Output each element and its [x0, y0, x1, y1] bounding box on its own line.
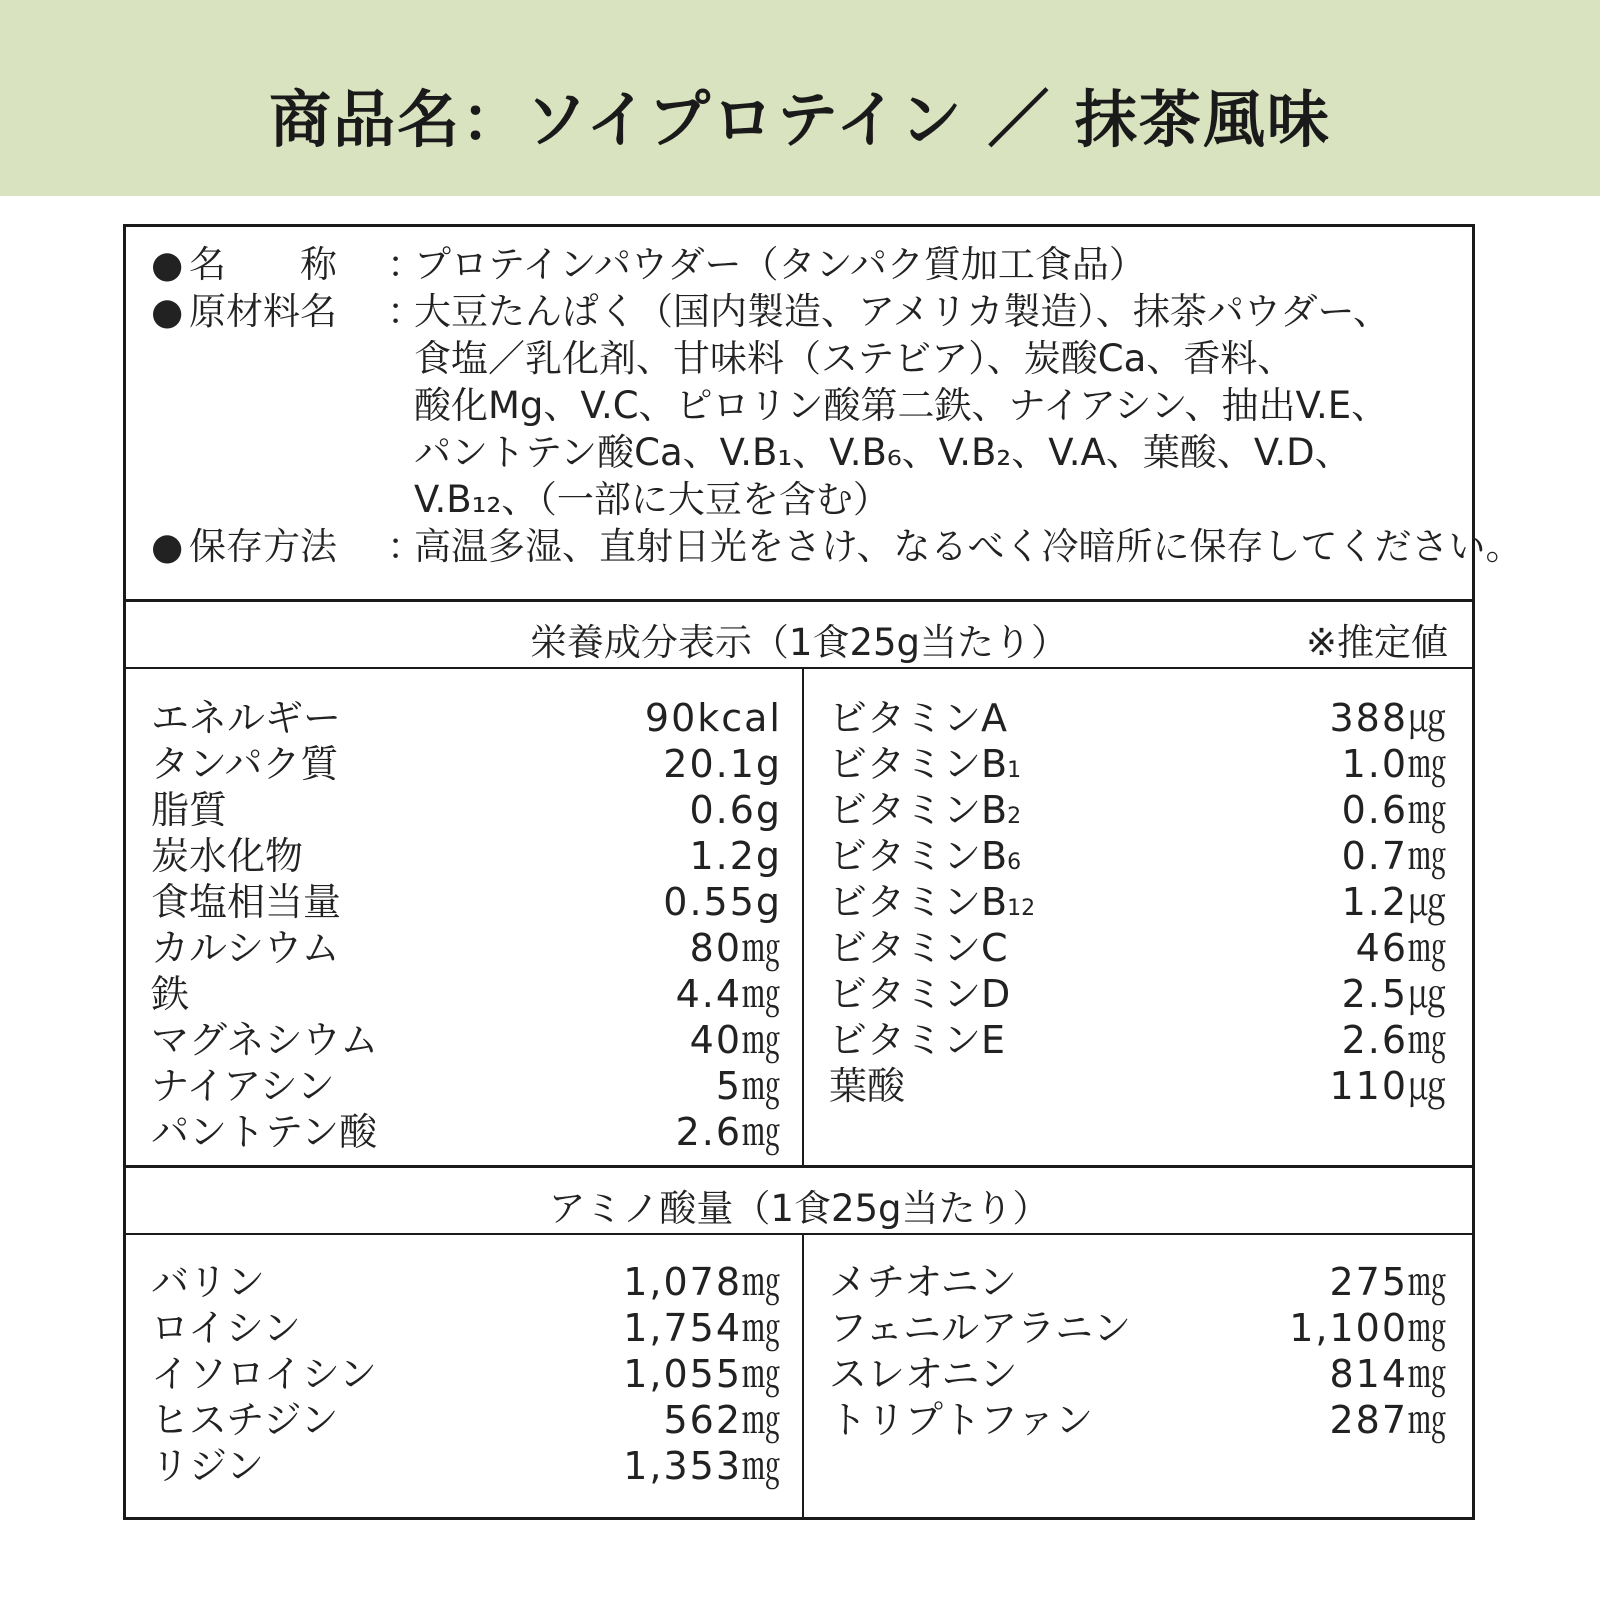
nutrient-name-text: スレオニン — [829, 1352, 1018, 1396]
nutrient-name — [829, 1063, 905, 1110]
nutrient-value: 90kcal — [644, 696, 782, 740]
ingredients-line: 酸化Mg、V.C、ピロリン酸第二鉄、ナイアシン、抽出V.E、 — [414, 384, 1389, 427]
nutrient-value: 4.4㎎ — [675, 972, 782, 1016]
bullet-icon: ● — [151, 290, 184, 333]
nutrient-name-text: ヒスチジン — [151, 1398, 339, 1442]
nutrient-name-text: イソロイシン — [151, 1352, 377, 1396]
nutrient-name-text: パントテン酸 — [151, 1110, 378, 1154]
table-row — [126, 1109, 802, 1156]
nutrient-name — [151, 1063, 335, 1110]
table-row — [804, 971, 1472, 1018]
nutrition-column-left — [126, 669, 804, 1165]
nutrient-name-text: ビタミンB — [829, 742, 1008, 786]
info-value-name: プロテインパウダー（タンパク質加工食品） — [414, 243, 1146, 286]
table-row — [804, 1017, 1472, 1064]
nutrient-name — [151, 1259, 265, 1306]
nutrient-name — [151, 1305, 301, 1352]
info-row-storage — [151, 523, 424, 570]
nutrient-name — [151, 1109, 377, 1156]
ingredients-line: V.B₁₂、（一部に大豆を含む） — [414, 478, 890, 521]
nutrient-value: 1,754㎎ — [623, 1306, 782, 1350]
nutrient-name — [829, 1305, 1131, 1352]
nutrient-value: 1.2㎍ — [1341, 880, 1448, 924]
table-row — [126, 1259, 802, 1306]
nutrient-value: 388㎍ — [1329, 696, 1448, 740]
table-row — [126, 833, 802, 880]
amino-header — [126, 1168, 1472, 1235]
nutrient-name — [151, 833, 303, 880]
nutrient-value: 0.55g — [663, 880, 782, 924]
table-row — [126, 1443, 802, 1490]
nutrient-value: 1.0㎎ — [1341, 742, 1448, 786]
info-value-storage: 高温多湿、直射日光をさけ、なるべく冷暗所に保存してください。 — [414, 525, 1523, 568]
nutrient-name-text: 炭水化物 — [151, 834, 304, 878]
nutrient-name-text: 食塩相当量 — [151, 880, 342, 924]
nutrient-value: 46㎎ — [1355, 926, 1448, 970]
nutrient-name — [829, 971, 1010, 1018]
product-title: 商品名：ソイプロテイン ／ 抹茶風味 — [269, 83, 1331, 156]
nutrient-name-text: 脂質 — [151, 788, 228, 832]
nutrition-table — [126, 669, 1472, 1165]
table-row — [126, 741, 802, 788]
ingredients-line: 大豆たんぱく（国内製造、アメリカ製造）、抹茶パウダー、 — [414, 290, 1391, 333]
nutrient-name — [151, 925, 340, 972]
nutrient-subscript: 1 — [1007, 758, 1022, 783]
nutrient-value: 20.1g — [663, 742, 782, 786]
nutrient-value: 275㎎ — [1329, 1260, 1448, 1304]
info-label-ingredients: 原材料名 — [189, 290, 337, 333]
nutrient-name — [829, 1017, 1005, 1064]
nutrient-subscript: 6 — [1007, 850, 1022, 875]
nutrition-header — [126, 602, 1472, 669]
table-row — [804, 925, 1472, 972]
nutrient-name — [829, 925, 1008, 972]
table-row — [126, 971, 802, 1018]
nutrient-name-text: ナイアシン — [151, 1064, 335, 1108]
table-row — [126, 1351, 802, 1398]
table-row — [126, 1017, 802, 1064]
nutrient-value: 0.6g — [689, 788, 782, 832]
nutrient-value: 2.5㎍ — [1341, 972, 1448, 1016]
nutrient-value: 1,055㎎ — [623, 1352, 782, 1396]
table-row — [126, 787, 802, 834]
nutrient-name-text: バリン — [151, 1260, 266, 1304]
table-row — [126, 879, 802, 926]
info-separator: ： — [387, 525, 424, 568]
nutrient-name — [829, 1351, 1017, 1398]
nutrient-name — [151, 787, 227, 834]
table-row — [126, 1397, 802, 1444]
nutrient-name-text: ロイシン — [151, 1306, 301, 1350]
info-label-storage: 保存方法 — [189, 525, 337, 568]
nutrient-subscript: 2 — [1007, 804, 1022, 829]
nutrient-name-text: ビタミンA — [829, 696, 1007, 740]
nutrient-name — [151, 1443, 264, 1490]
info-row-ingredients — [151, 288, 424, 335]
table-row — [804, 741, 1472, 788]
table-row — [126, 1063, 802, 1110]
nutrient-name-text: ビタミンE — [829, 1018, 1006, 1062]
table-row — [804, 833, 1472, 880]
table-row — [804, 1259, 1472, 1306]
amino-title: アミノ酸量（1食25g当たり） — [548, 1187, 1050, 1230]
nutrient-name — [151, 1351, 377, 1398]
nutrient-name — [151, 1397, 339, 1444]
info-label-name: 名 称 — [189, 243, 337, 286]
table-row — [804, 787, 1472, 834]
table-row — [804, 1305, 1472, 1352]
table-row — [126, 925, 802, 972]
nutrient-value: 287㎎ — [1329, 1398, 1448, 1442]
nutrient-name — [829, 1397, 1093, 1444]
nutrient-value: 110㎍ — [1329, 1064, 1448, 1108]
nutrient-value: 1.2g — [689, 834, 782, 878]
nutrient-value: 1,353㎎ — [623, 1444, 782, 1488]
nutrient-value: 1,078㎎ — [623, 1260, 782, 1304]
info-separator: ： — [387, 243, 424, 286]
info-separator: ： — [387, 290, 424, 333]
nutrient-name-text: 葉酸 — [829, 1064, 906, 1108]
nutrient-name — [151, 879, 341, 926]
nutrient-name-text: ビタミンD — [829, 972, 1011, 1016]
nutrient-subscript: 12 — [1007, 896, 1036, 921]
table-row — [804, 879, 1472, 926]
nutrient-name-text: ビタミンC — [829, 926, 1008, 970]
table-row — [126, 1305, 802, 1352]
table-row — [804, 1397, 1472, 1444]
nutrient-name-text: タンパク質 — [151, 742, 339, 786]
nutrient-name-text: ビタミンB — [829, 834, 1008, 878]
nutrient-value: 562㎎ — [663, 1398, 782, 1442]
nutrient-name — [151, 1017, 378, 1064]
nutrient-name — [829, 695, 1007, 742]
table-row — [804, 1063, 1472, 1110]
estimate-note: ※推定値 — [1305, 621, 1448, 664]
nutrient-value: 2.6㎎ — [675, 1110, 782, 1154]
info-row-name — [151, 241, 424, 288]
nutrient-value: 0.7㎎ — [1341, 834, 1448, 878]
nutrient-name-text: フェニルアラニン — [829, 1306, 1132, 1350]
nutrient-name — [151, 695, 341, 742]
bullet-icon: ● — [151, 525, 184, 568]
amino-column-left — [126, 1235, 804, 1517]
nutrient-name-text: リジン — [151, 1444, 265, 1488]
nutrient-name-text: エネルギー — [151, 696, 342, 740]
ingredients-line: 食塩／乳化剤、甘味料（ステビア）、炭酸Ca、香料、 — [414, 337, 1295, 380]
table-row — [126, 695, 802, 742]
header-banner — [0, 0, 1600, 196]
nutrient-value: 5㎎ — [715, 1064, 782, 1108]
nutrient-name-text: カルシウム — [151, 926, 340, 970]
nutrient-value: 80㎎ — [689, 926, 782, 970]
nutrient-value: 0.6㎎ — [1341, 788, 1448, 832]
nutrient-name — [151, 971, 189, 1018]
nutrient-name-text: メチオニン — [829, 1260, 1017, 1304]
nutrient-name-text: ビタミンB — [829, 880, 1008, 924]
amino-column-right — [804, 1235, 1472, 1517]
nutrient-value: 40㎎ — [689, 1018, 782, 1062]
bullet-icon: ● — [151, 243, 184, 286]
product-info-section — [126, 227, 1523, 602]
nutrition-column-right — [804, 669, 1472, 1165]
nutrient-name-text: 鉄 — [151, 972, 190, 1016]
amino-table — [126, 1235, 1472, 1517]
nutrient-name-text: ビタミンB — [829, 788, 1008, 832]
table-row — [804, 695, 1472, 742]
nutrient-name-text: マグネシウム — [151, 1018, 379, 1062]
table-row — [804, 1351, 1472, 1398]
label-panel — [123, 224, 1523, 1520]
nutrient-value: 814㎎ — [1329, 1352, 1448, 1396]
nutrient-name-text: トリプトファン — [829, 1398, 1094, 1442]
ingredients-line: パントテン酸Ca、V.B₁、V.B₆、V.B₂、V.A、葉酸、V.D、 — [414, 431, 1352, 474]
nutrient-name — [829, 1259, 1017, 1306]
nutrient-name — [151, 741, 338, 788]
nutrient-value: 2.6㎎ — [1341, 1018, 1448, 1062]
nutrition-title: 栄養成分表示（1食25g当たり） — [529, 621, 1069, 664]
nutrient-value: 1,100㎎ — [1289, 1306, 1448, 1350]
